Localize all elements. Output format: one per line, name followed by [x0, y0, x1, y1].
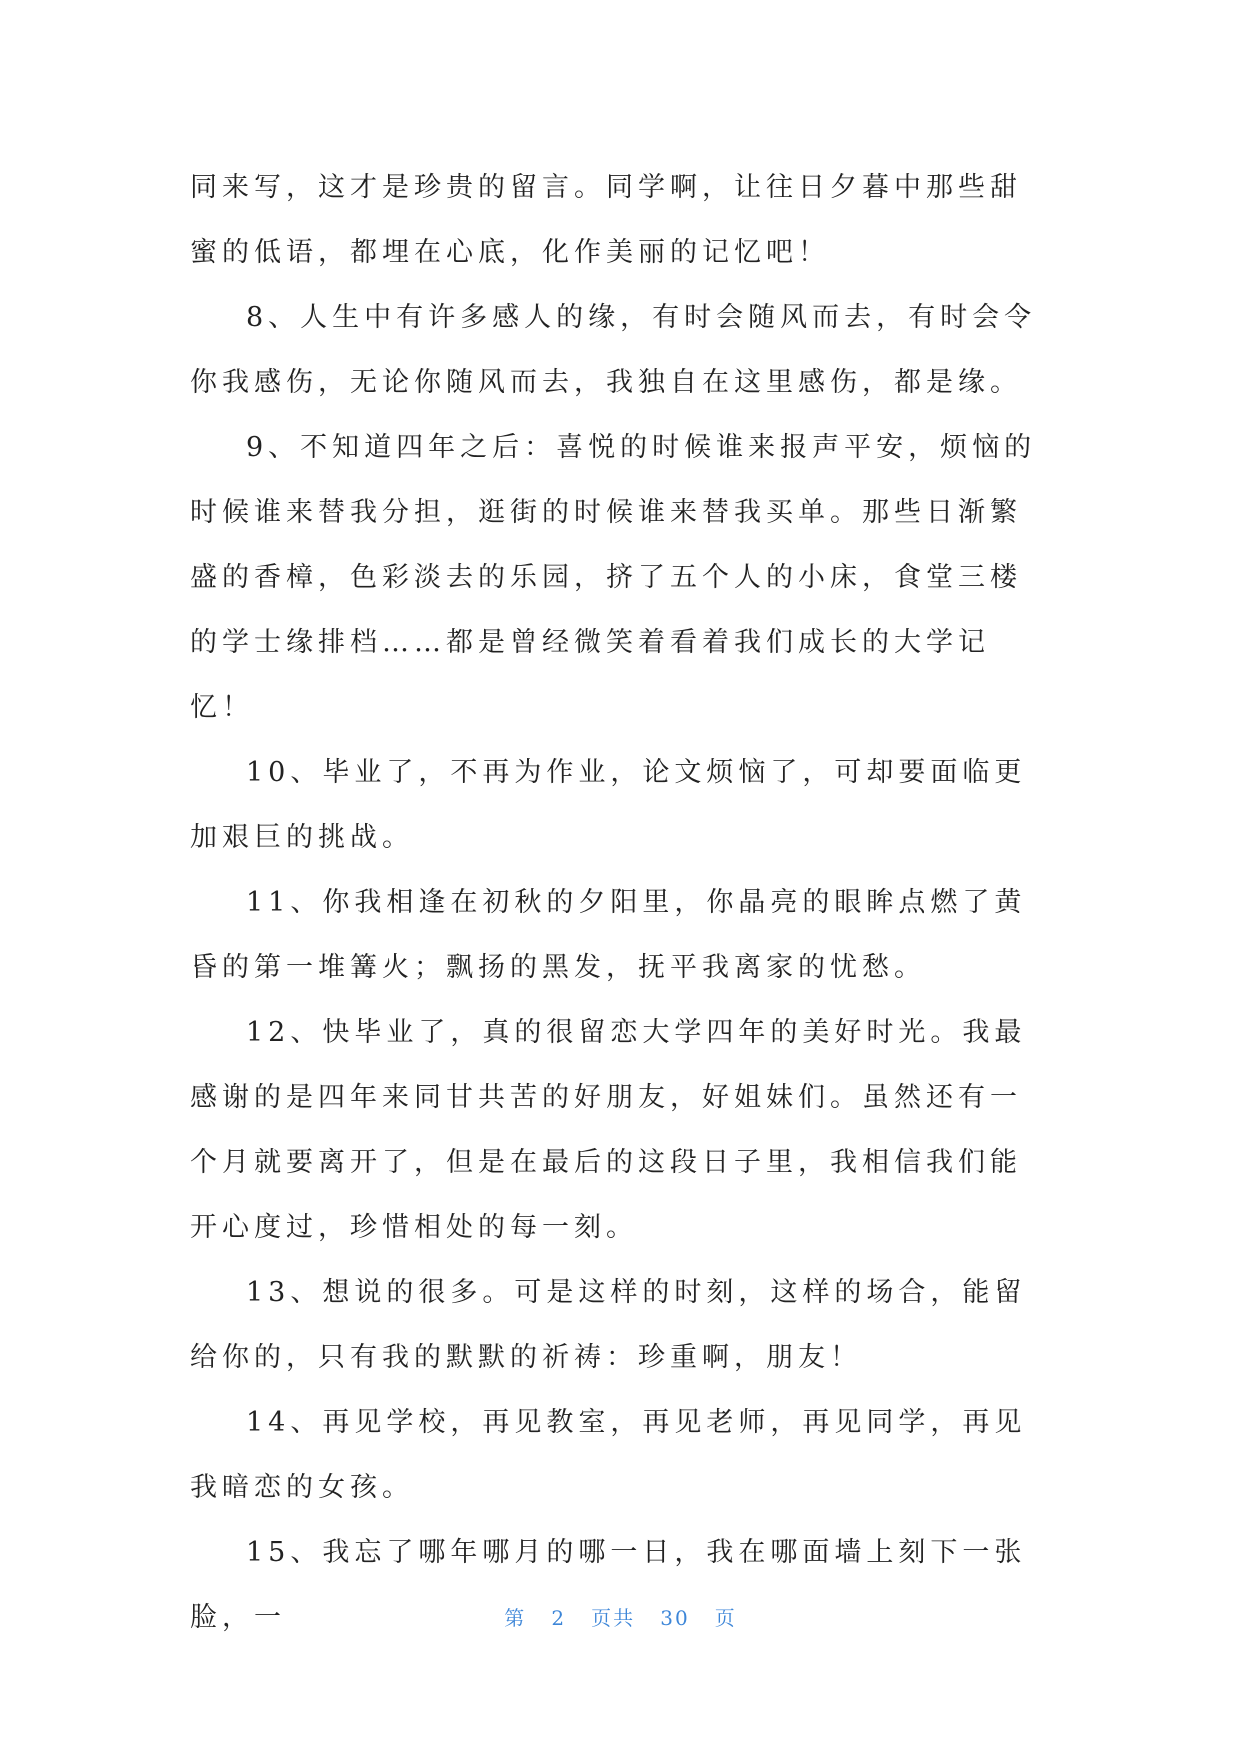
paragraph-item-13: 13、想说的很多。可是这样的时刻，这样的场合，能留给你的，只有我的默默的祈祷：珍重啊，朋友！: [190, 1277, 1027, 1373]
footer-middle: 页共: [591, 1606, 636, 1630]
paragraph-item-9: 9、不知道四年之后：喜悦的时候谁来报声平安，烦恼的时候谁来替我分担，逛街的时候谁来替我买单。那些日渐繁盛的香樟，色彩淡去的乐园，挤了五个人的小床，食堂三楼的学士缘排档……都是曾经微笑着看着我们成长的大学记忆！: [190, 432, 1037, 723]
footer-prefix: 第: [504, 1606, 527, 1630]
paragraph-continued: 同来写，这才是珍贵的留言。同学啊，让往日夕暮中那些甜蜜的低语，都埋在心底，化作美丽的记忆吧！: [190, 172, 1022, 268]
paragraph-item-15: 15、我忘了哪年哪月的哪一日，我在哪面墙上刻下一张脸，一: [190, 1537, 1027, 1633]
paragraph-item-8: 8、人生中有许多感人的缘，有时会随风而去，有时会令你我感伤，无论你随风而去，我独自在这里感伤，都是缘。: [190, 302, 1037, 398]
document-body: [190, 155, 1052, 1650]
paragraph-item-11: 11、你我相逢在初秋的夕阳里，你晶亮的眼眸点燃了黄昏的第一堆篝火；飘扬的黑发，抚平我离家的忧愁。: [190, 887, 1027, 983]
page-footer: [0, 1602, 1241, 1631]
paragraph-item-14: 14、再见学校，再见教室，再见老师，再见同学，再见我暗恋的女孩。: [190, 1407, 1027, 1503]
paragraph-item-10: 10、毕业了，不再为作业，论文烦恼了，可却要面临更加艰巨的挑战。: [190, 757, 1027, 853]
paragraph-item-12: 12、快毕业了，真的很留恋大学四年的美好时光。我最感谢的是四年来同甘共苦的好朋友，好姐妹们。虽然还有一个月就要离开了，但是在最后的这段日子里，我相信我们能开心度过，珍惜相处的每一刻。: [190, 1017, 1027, 1243]
footer-suffix: 页: [714, 1606, 737, 1630]
footer-total-pages: 30: [660, 1606, 690, 1630]
footer-current-page: 2: [551, 1606, 567, 1630]
